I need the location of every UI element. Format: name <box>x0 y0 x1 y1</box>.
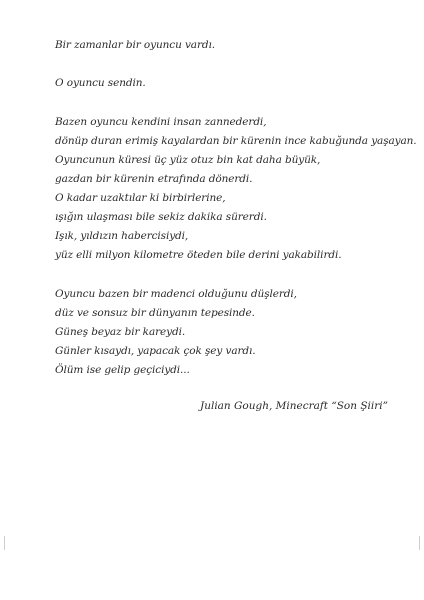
poem-line: ışığın ulaşması bile sekiz dakika sürerdi. <box>55 211 267 223</box>
stanza-4 <box>55 285 395 380</box>
poem-line: Oyuncu bazen bir madenci olduğunu düşlerdi, <box>55 288 297 300</box>
poem-line: Güneş beyaz bir kareydi. <box>55 326 186 338</box>
crop-mark-right <box>419 536 420 550</box>
stanza-1 <box>55 36 395 55</box>
stanza-2 <box>55 74 395 93</box>
attribution: Julian Gough, Minecraft “Son Şiiri” <box>199 400 388 412</box>
poem-line: düz ve sonsuz bir dünyanın tepesinde. <box>55 307 255 319</box>
poem-line: dönüp duran erimiş kayalardan bir kürenin ince kabuğunda yaşayan. <box>55 135 417 147</box>
poem-line: Ölüm ise gelip geçiciydi... <box>55 364 190 376</box>
stanza-3 <box>55 113 417 265</box>
crop-mark-left <box>4 536 5 550</box>
poem-line: Bazen oyuncu kendini insan zannederdi, <box>55 116 267 128</box>
poem-line: Bir zamanlar bir oyuncu vardı. <box>55 39 216 51</box>
poem-line: O kadar uzaktılar ki birbirlerine, <box>55 192 226 204</box>
poem-line: Oyuncunun küresi üç yüz otuz bin kat daha büyük, <box>55 154 321 166</box>
poem-line: gazdan bir kürenin etrafında dönerdi. <box>55 173 253 185</box>
poem <box>55 36 417 380</box>
poem-line: O oyuncu sendin. <box>55 77 146 89</box>
poem-line: Işık, yıldızın habercisiydi, <box>55 230 189 242</box>
poem-line: Günler kısaydı, yapacak çok şey vardı. <box>55 345 256 357</box>
poem-line: yüz elli milyon kilometre öteden bile derini yakabilirdi. <box>55 249 342 261</box>
